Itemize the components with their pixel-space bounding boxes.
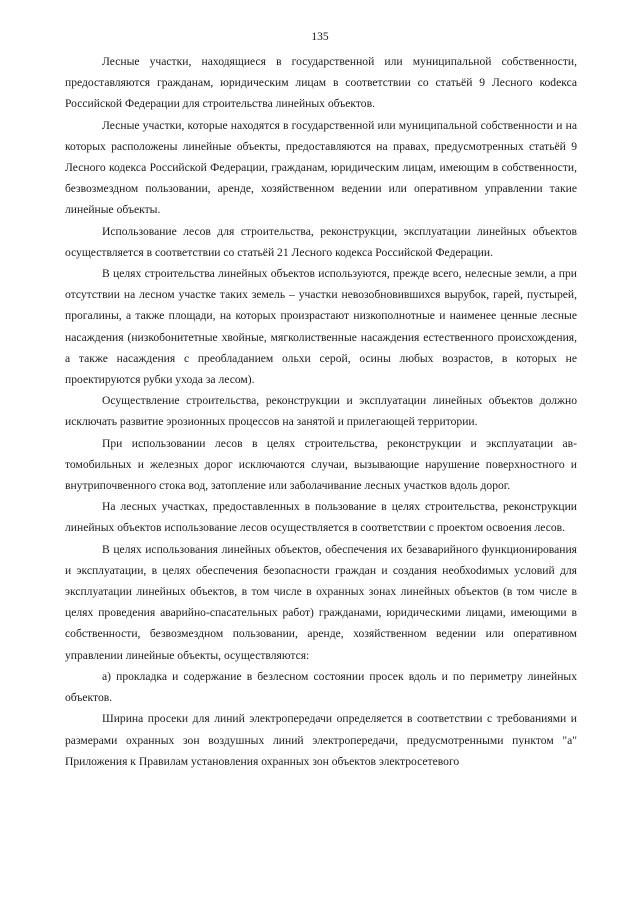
paragraph: В целях использования линейных объектов, обеспечения их безаварийного функционирования и эксплуатации, в целях обеспечения безопасности граждан и создания необхоdимых условий для эксплуатации линейных объектов, в том числе в охранных зонах линейных объектов (в том числе в целях проведения аварийно-спасательных работ) гражданами, юридическими лицами, имеющими в собственности, безвозмездном пользовании, аренде, хозяйственном ведении или оперативном управлении линейные объекты, осуществляются:: [65, 542, 577, 662]
body-text: [65, 51, 577, 772]
paragraph: На лесных участках, предоставленных в пользование в целях строительства, реконструкции линейных объектов использование лесов осуществляется в соответствии с проектом освоения лесов.: [65, 500, 577, 535]
paragraph: Осуществление строительства, реконструкции и эксплуатации линейных объектов должно исключать развитие эрозионных процессов на занятой и прилегающей территории.: [65, 394, 577, 429]
paragraph: а) прокладка и содержание в безлесном состоянии просек вдоль и по периметру линейных объектов.: [65, 669, 577, 705]
paragraph: В целях строительства линейных объектов используются, прежде всего, нелесные земли, а при отсутствии на лесном участке таких земель – участки невозобновившихся вырубок, гарей, пустырей, прогалины, а также площади, на которых произрастают низкополнотные и наименее ценные лесные насаждения (низкобонитетные хвойные, мягколиственные насаждения естественного происхождения, а также насаждения с преобладанием ольхи серой, осины любых возрастов, в которых не проектируются рубки ухода за лесом).: [65, 267, 577, 387]
paragraph: При использовании лесов в целях строительства, реконструкции и эксплуатации автомобильных и железных дорог исключаются случаи, вызывающие нарушение поверхностного и внутрипочвенного стока вод, затопление или заболачивание лесных участков вдоль дорог.: [65, 436, 577, 493]
paragraph: Использование лесов для строительства, реконструкции, эксплуатации линейных объектов осуществляется в соответствии со статьёй 21 Лесного кодекса Российской Федерации.: [65, 224, 577, 259]
paragraph: Лесные участки, которые находятся в государственной или муниципальной собственности и на которых расположены линейные объекты, предоставляются на правах, предусмотренных статьёй 9 Лесного кодекса Российской Федерации, гражданам, юридическим лицам, имеющим в собственности, безвозмездном пользовании, аренде, хозяйственном ведении или оперативном управлении такие линейные объекты.: [65, 118, 577, 217]
paragraph: Лесные участки, находящиеся в государственной или муниципальной собственности, предоставляются гражданам, юридическим лицам в соответствии со статьёй 9 Лесного коdекса Российской Федерации для строительства линейных объектов.: [65, 55, 577, 111]
page-number: 135: [311, 31, 329, 43]
paragraph: Ширина просеки для линий электропередачи определяется в соответствии с требованиями и размерами охранных зон воздушных линий электропередачи, предусмотренными пунктом "а" Приложения к Правилам установления охранных зон объектов электросетевого: [65, 712, 577, 768]
